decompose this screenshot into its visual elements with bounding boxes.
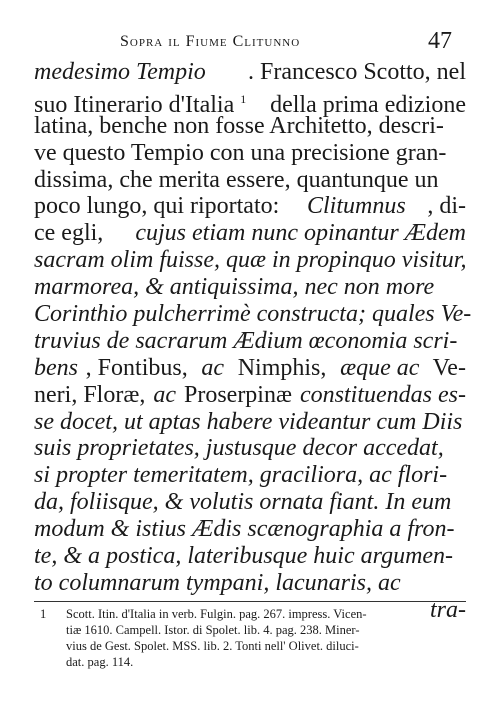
- text-segment: æque ac: [340, 354, 420, 381]
- body-text: [34, 59, 472, 624]
- footnote-line: [52, 622, 466, 638]
- text-segment: marmorea, & antiquissima, nec non more: [34, 274, 435, 301]
- text-segment: to columnarum tympani, lacunaris, ac: [34, 569, 401, 596]
- text-line: [34, 113, 466, 140]
- text-segment: poco lungo, qui riportato:: [34, 193, 286, 220]
- text-segment: Corinthio pulcherrimè constructa; quales Ve-: [34, 301, 472, 328]
- text-segment: si propter temeritatem, graciliora, ac flori-: [34, 462, 448, 489]
- footnote-line: [52, 638, 466, 654]
- footnote-rule: [34, 601, 466, 602]
- text-segment: te, & a postica, lateribusque huic argumen-: [34, 543, 454, 570]
- text-segment: sacram olim fuisse, quæ in propinquo visitur,: [34, 247, 467, 274]
- text-line: [34, 462, 466, 489]
- catchword: tra-: [430, 596, 466, 623]
- text-segment: ac: [153, 381, 176, 408]
- text-line: [34, 355, 466, 382]
- text-segment: cujus etiam nunc opinantur Ædem: [135, 220, 466, 247]
- footnote-text: dat. pag. 114.: [66, 655, 134, 669]
- text-line: [34, 409, 466, 436]
- text-line: [34, 382, 466, 409]
- text-line: [34, 301, 472, 328]
- text-segment: latina, benche non fosse Architetto, descri-: [34, 112, 444, 139]
- text-segment: della prima edizione: [264, 91, 466, 118]
- text-line: [34, 167, 466, 194]
- text-segment: Clitumnus: [306, 193, 406, 220]
- text-line: [34, 328, 466, 355]
- text-segment: suis proprietates, justusque decor accedat,: [34, 435, 444, 462]
- footnote: [40, 606, 466, 670]
- footnote-text: tiæ 1610. Campell. Istor. di Spolet. lib. 4. pag. 238. Miner-: [66, 623, 360, 637]
- text-segment: Ve-: [427, 354, 466, 381]
- text-segment: constituendas es-: [299, 381, 466, 408]
- text-segment: modum & istius Ædis scænographia a fron-: [34, 516, 455, 543]
- text-segment: . Francesco Scotto, nel: [242, 59, 466, 85]
- text-segment: , di-: [427, 193, 466, 220]
- text-line: [34, 516, 466, 543]
- text-segment: , Fontibus,: [85, 354, 194, 381]
- text-line: [34, 543, 466, 570]
- text-line: [34, 274, 466, 301]
- text-line: [34, 570, 466, 597]
- text-segment: Proserpinæ: [177, 381, 298, 408]
- text-segment: dissima, che merita essere, quantunque un: [34, 166, 439, 193]
- footnote-line: [52, 654, 466, 670]
- text-line: [34, 193, 466, 220]
- text-segment: ac: [201, 354, 225, 381]
- footnote-line: [52, 606, 466, 622]
- text-line: [34, 435, 466, 462]
- text-line: [34, 140, 466, 167]
- footnote-number: 1: [40, 607, 47, 621]
- text-segment: bens: [34, 354, 78, 381]
- text-line: [34, 247, 466, 274]
- text-line: [34, 220, 466, 247]
- text-segment: medesimo Tempio: [34, 59, 206, 85]
- text-segment: neri, Floræ,: [34, 381, 152, 408]
- running-head: Sopra il Fiume Clitunno: [120, 33, 301, 50]
- text-segment: se docet, ut aptas habere videantur cum Diis: [34, 408, 463, 435]
- footnote-text: vius de Gest. Spolet. MSS. lib. 2. Tonti nell' Olivet. diluci-: [66, 639, 359, 653]
- text-line: [34, 489, 466, 516]
- text-segment: da, foliisque, & volutis ornata fiant. In eum: [34, 489, 452, 516]
- page-number: 47: [428, 28, 452, 54]
- text-line: [34, 59, 466, 86]
- text-segment: ce egli,: [34, 220, 110, 247]
- text-segment: ve questo Tempio con una precisione gran-: [34, 139, 447, 166]
- footnote-marker: 1: [240, 91, 247, 106]
- text-line: [34, 86, 466, 118]
- text-segment: truvius de sacrarum Ædium œconomia scri-: [34, 327, 458, 354]
- text-segment: Nimphis,: [231, 354, 333, 381]
- footnote-text: Scott. Itin. d'Italia in verb. Fulgin. pag. 267. impress. Vicen-: [66, 607, 367, 621]
- text-segment: suo Itinerario d'Italia $^1$: [34, 91, 247, 118]
